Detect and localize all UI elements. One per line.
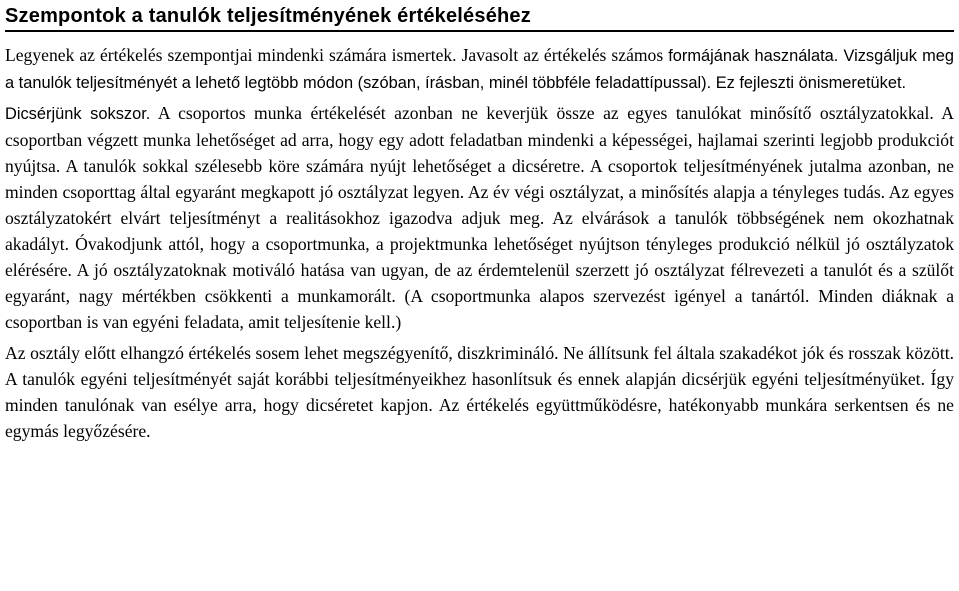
paragraph-1-serif-text: Legyenek az értékelés szempontjai mindenki számára ismertek. Javasolt az értékelés számos bbox=[5, 45, 664, 65]
paragraph-2-sans-text: Dicsérjünk sokszor. bbox=[5, 105, 151, 123]
paragraph-1-sans-text: formájának használata. Vizsgáljuk meg a tanulók teljesítményét a lehető legtöbb módon (szóban, írásban, minél többféle feladattípussal). Ez fejleszti önismeretüket. bbox=[5, 47, 954, 92]
paragraph-3-text: Az osztály előtt elhangzó értékelés sosem lehet megszégyenítő, diszkrimináló. Ne állítsunk fel általa szakadékot jók és rosszak között. A tanulók egyéni teljesítményét saját korábbi teljesítményeikhez hasonlítsuk és ennek alapján dicsérjük egyéni teljesítményüket. Így minden tanulónak van esélye arra, hogy dicséretet kapjon. Az értékelés együttműködésre, hatékonyabb munkára serkentsen és ne egymás legyőzésére. bbox=[5, 343, 954, 441]
paragraph-2 bbox=[5, 100, 954, 335]
title-underline bbox=[5, 30, 954, 32]
paragraph-2-serif-text: A csoportos munka értékelését azonban ne keverjük össze az egyes tanulókat minősítő osztályzatokkal. A csoportban végzett munka lehetőséget ad arra, hogy egy adott feladatban mindenki a képességei, hajlamai szerinti legjobb produkciót nyújtsa. A tanulók sokkal szélesebb köre számára nyújt lehetőséget a dicséretre. A csoportok teljesítményének jutalma azonban, ne minden csoporttag által egyaránt megkapott jó osztályzat legyen. Az év végi osztályzat, a minősítés alapja a tényleges tudás. Az egyes osztályzatokért elvárt teljesítményt a realitásokhoz igazodva adjuk meg. Az elvárások a tanulók többségének nem okozhatnak akadályt. Óvakodjunk attól, hogy a csoportmunka, a projektmunka lehetőséget nyújtson tényleges produkció nélkül jó osztályzatok elérésére. A jó osztályzatoknak motiváló hatása van ugyan, de az érdemtelenül szerzett jó osztályzat félrevezeti a tanulót és a szülőt egyaránt, nagy mértékben csökkenti a munkamorált. (A csoportmunka alapos szervezést igényel a tanártól. Minden diáknak a csoportban is van egyéni feladata, amit teljesítenie kell.) bbox=[5, 103, 954, 332]
paragraph-3 bbox=[5, 340, 954, 444]
page-title: Szempontok a tanulók teljesítményének értékeléséhez bbox=[5, 5, 531, 27]
paragraph-1 bbox=[5, 42, 954, 96]
